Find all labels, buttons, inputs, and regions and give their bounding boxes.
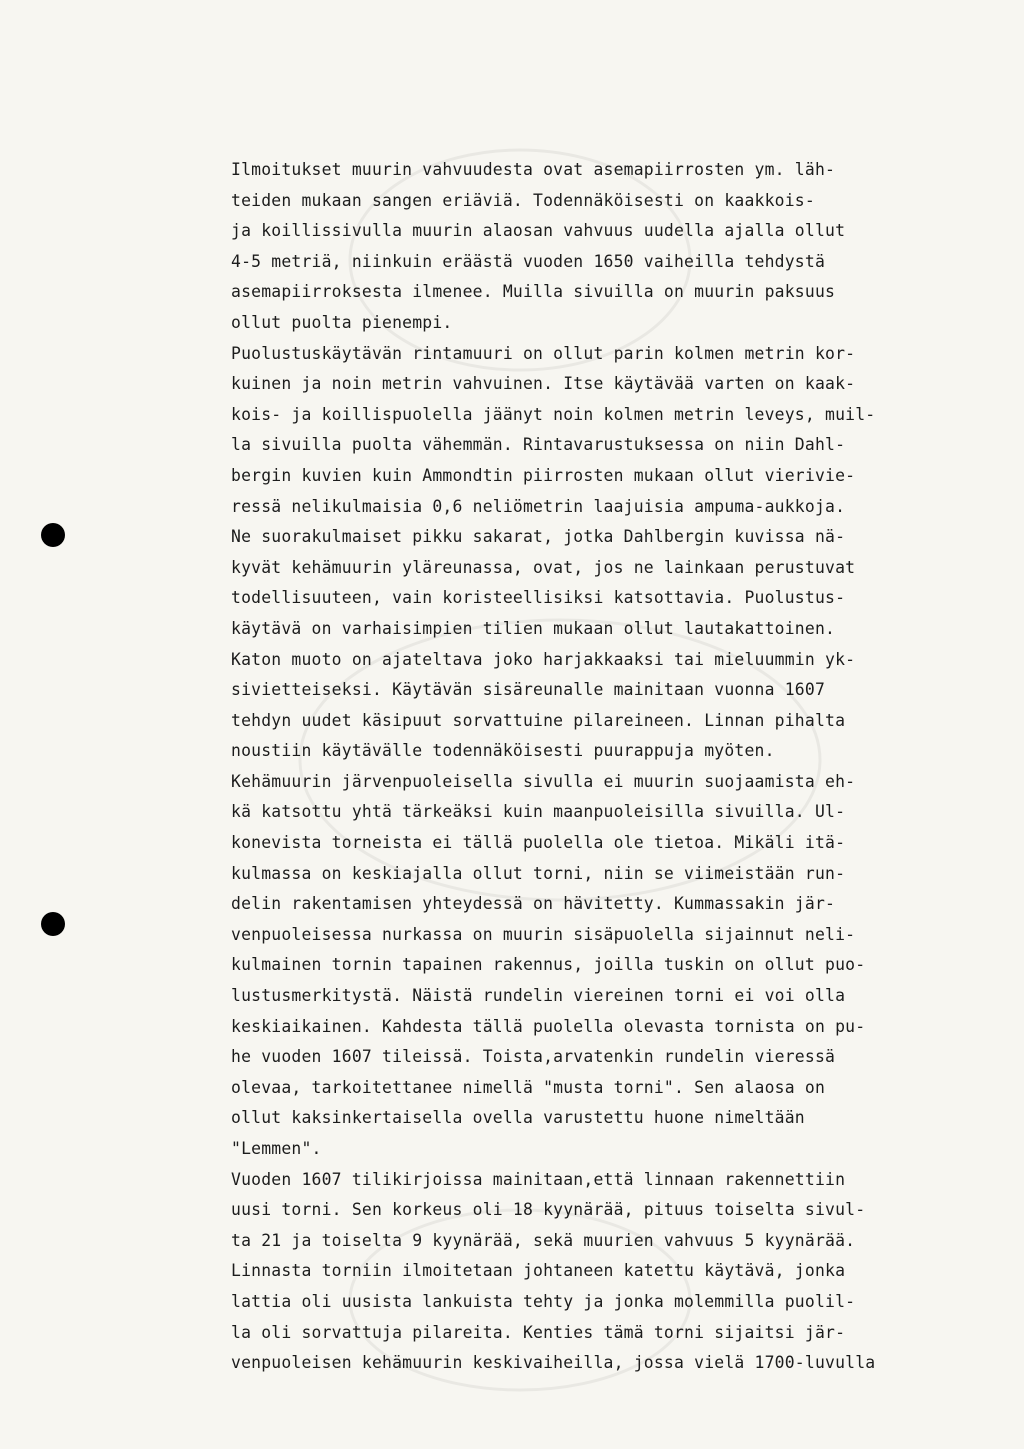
text-line: 4-5 metriä, niinkuin eräästä vuoden 1650 vaiheilla tehdystä	[231, 251, 826, 271]
text-line: kuinen ja noin metrin vahvuinen. Itse käytävää varten on kaak-	[231, 374, 856, 394]
text-line: ollut kaksinkertaisella ovella varustettu huone nimeltään	[231, 1108, 805, 1128]
text-line: noustiin käytävälle todennäköisesti puurappuja myöten.	[231, 741, 775, 761]
text-line: delin rakentamisen yhteydessä on hävitetty. Kummassakin jär-	[231, 894, 836, 914]
text-line: Vuoden 1607 tilikirjoissa mainitaan,että linnaan rakennettiin	[231, 1169, 846, 1189]
text-line: olevaa, tarkoitettanee nimellä "musta torni". Sen alaosa on	[231, 1077, 826, 1097]
text-line: Kehämuurin järvenpuoleisella sivulla ei muurin suojaamista eh-	[231, 771, 856, 791]
text-line: tehdyn uudet käsipuut sorvattuine pilareineen. Linnan pihalta	[231, 710, 846, 730]
punch-hole	[41, 523, 65, 547]
text-line: kulmainen tornin tapainen rakennus, joilla tuskin on ollut puo-	[231, 955, 866, 975]
text-line: kulmassa on keskiajalla ollut torni, niin se viimeistään run-	[231, 863, 846, 883]
text-line: teiden mukaan sangen eriäviä. Todennäköisesti on kaakkois-	[231, 190, 815, 210]
typewritten-text	[231, 155, 951, 1379]
punch-hole	[41, 912, 65, 936]
text-line: bergin kuvien kuin Ammondtin piirrosten mukaan ollut vierivie-	[231, 465, 856, 485]
text-line: Puolustuskäytävän rintamuuri on ollut parin kolmen metrin kor-	[231, 343, 856, 363]
text-line: uusi torni. Sen korkeus oli 18 kyynärää, pituus toiselta sivul-	[231, 1200, 866, 1220]
text-line: kyvät kehämuurin yläreunassa, ovat, jos ne lainkaan perustuvat	[231, 557, 856, 577]
text-line: lustusmerkitystä. Näistä rundelin viereinen torni ei voi olla	[231, 986, 846, 1006]
text-line: Linnasta torniin ilmoitetaan johtaneen katettu käytävä, jonka	[231, 1261, 846, 1281]
text-line: todellisuuteen, vain koristeellisiksi katsottavia. Puolustus-	[231, 588, 846, 608]
text-line: ollut puolta pienempi.	[231, 312, 453, 332]
text-line: ressä nelikulmaisia 0,6 neliömetrin laajuisia ampuma-aukkoja.	[231, 496, 846, 516]
text-line: Ilmoitukset muurin vahvuudesta ovat asemapiirrosten ym. läh-	[231, 160, 836, 179]
text-line: la sivuilla puolta vähemmän. Rintavarustuksessa on niin Dahl-	[231, 435, 846, 455]
text-line: asemapiirroksesta ilmenee. Muilla sivuilla on muurin paksuus	[231, 282, 836, 302]
text-line: konevista torneista ei tällä puolella ole tietoa. Mikäli itä-	[231, 833, 846, 853]
text-line: ta 21 ja toiselta 9 kyynärää, sekä muurien vahvuus 5 kyynärää.	[231, 1230, 856, 1250]
text-line: la oli sorvattuja pilareita. Kenties tämä torni sijaitsi jär-	[231, 1322, 846, 1342]
text-line: kois- ja koillispuolella jäänyt noin kolmen metrin leveys, muil-	[231, 404, 876, 424]
text-line: käytävä on varhaisimpien tilien mukaan ollut lautakattoinen.	[231, 618, 836, 638]
text-line: Ne suorakulmaiset pikku sakarat, jotka Dahlbergin kuvissa nä-	[231, 527, 846, 547]
text-line: Katon muoto on ajateltava joko harjakkaaksi tai mieluummin yk-	[231, 649, 856, 669]
text-line: ja koillissivulla muurin alaosan vahvuus uudella ajalla ollut	[231, 221, 846, 241]
text-line: venpuoleisen kehämuurin keskivaiheilla, jossa vielä 1700-luvulla	[231, 1353, 876, 1373]
text-line: he vuoden 1607 tileissä. Toista,arvatenkin rundelin vieressä	[231, 1047, 836, 1067]
text-line: sivietteiseksi. Käytävän sisäreunalle mainitaan vuonna 1607	[231, 680, 826, 700]
text-line: "Lemmen".	[231, 1139, 322, 1158]
text-line: keskiaikainen. Kahdesta tällä puolella olevasta tornista on pu-	[231, 1016, 866, 1036]
text-line: kä katsottu yhtä tärkeäksi kuin maanpuoleisilla sivuilla. Ul-	[231, 802, 846, 822]
text-line: venpuoleisessa nurkassa on muurin sisäpuolella sijainnut neli-	[231, 924, 856, 944]
text-line: lattia oli uusista lankuista tehty ja jonka molemmilla puolil-	[231, 1291, 856, 1311]
